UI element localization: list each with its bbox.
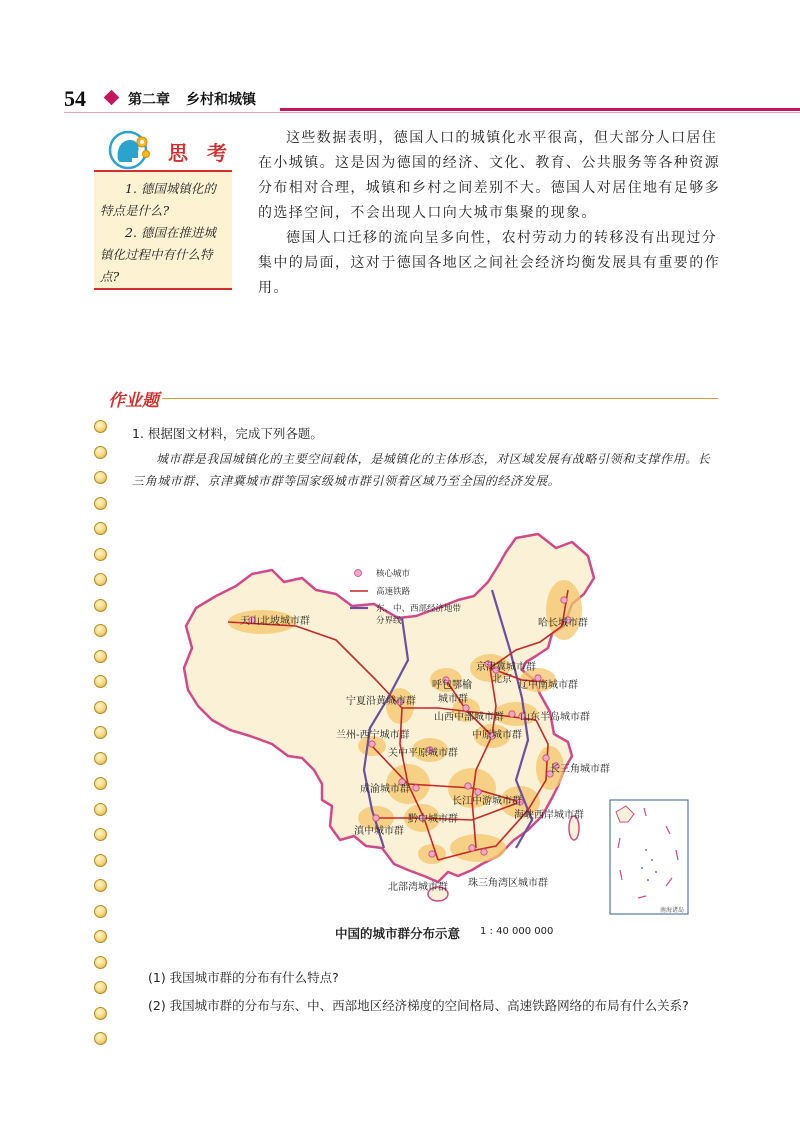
bead-decoration [94, 854, 107, 867]
bead-decoration [94, 956, 107, 969]
bead-decoration [94, 701, 107, 714]
label-zhongyuan: 中原城市群 [472, 730, 522, 741]
bead-decoration [94, 777, 107, 790]
page-number: 54 [64, 86, 86, 111]
think-box [94, 172, 232, 290]
bead-border [94, 420, 108, 1040]
label-chengyu: 成渝城市群 [360, 784, 410, 795]
body-text [258, 126, 720, 301]
label-jingjinji: 京津冀城市群 [476, 662, 536, 673]
label-shanxi: 山西中部城市群 [434, 712, 504, 723]
think-question: 2. 德国在推进城镇化过程中有什么特点? [100, 225, 216, 284]
think-question: 1. 德国城镇化的特点是什么? [100, 181, 216, 218]
header-rule-thin [64, 112, 800, 113]
legend-core-city: 核心城市 [376, 569, 411, 579]
bead-decoration [94, 930, 107, 943]
bead-decoration [94, 803, 107, 816]
bead-decoration [94, 420, 107, 433]
bead-decoration [94, 497, 107, 510]
bead-decoration [94, 828, 107, 841]
bead-decoration [94, 879, 107, 892]
label-ningxia: 宁夏沿黄城市群 [346, 696, 416, 707]
bead-decoration [94, 599, 107, 612]
bead-decoration [94, 752, 107, 765]
china-map [176, 530, 696, 920]
bead-decoration [94, 726, 107, 739]
label-lanzhou: 兰州-西宁城市群 [336, 730, 410, 741]
bead-decoration [94, 573, 107, 586]
body-paragraph: 这些数据表明，德国人口的城镇化水平很高，但大部分人口居住在小城镇。这是因为德国的经济、文化、教育、公共服务等各种资源分布相对合理，城镇和乡村之间差别不大。德国人对居住地有足够多的选择空间，不会出现人口向大城市集聚的现象。 [258, 130, 720, 221]
label-inset: 南海诸岛 [660, 907, 685, 914]
legend-boundary-2: 分界线 [376, 616, 402, 626]
label-changjiang: 长江中游城市群 [452, 796, 522, 807]
label-beibuwan: 北部湾城市群 [388, 882, 448, 893]
label-guanzhong: 关中平原城市群 [388, 748, 458, 759]
legend-boundary: 东、中、西部经济地带 [376, 604, 462, 614]
map-scale: 1 : 40 000 000 [480, 926, 554, 937]
map-graphic [176, 530, 696, 920]
label-shandong: 山东半岛城市群 [520, 712, 590, 723]
label-dianzhong: 滇中城市群 [354, 826, 404, 837]
chapter-label: 第二章 [128, 92, 170, 108]
bead-decoration [94, 981, 107, 994]
bead-decoration [94, 624, 107, 637]
label-liaozhong: 辽中南城市群 [518, 680, 578, 691]
label-hubao-2: 城市群 [438, 694, 468, 705]
think-head-icon [108, 130, 152, 170]
homework-title: 作业题 [108, 391, 159, 411]
bead-decoration [94, 471, 107, 484]
label-hubao-1: 呼包鄂榆 [432, 680, 472, 691]
label-beijing: 北京 [492, 674, 512, 685]
think-label: 思 考 [168, 141, 233, 165]
diamond-icon [104, 90, 120, 106]
material-paragraph: 城市群是我国城镇化的主要空间载体，是城镇化的主体形态，对区域发展有战略引领和支撑作用。长三角城市群、京津冀城市群等国家级城市群引领着区域乃至全国的经济发展。 [132, 452, 711, 488]
sub-question-2: (2) 我国城市群的分布与东、中、西部地区经济梯度的空间格局、高速铁路网络的布局有什么关系? [148, 998, 689, 1013]
bead-decoration [94, 675, 107, 688]
map-caption: 中国的城市群分布示意 [335, 926, 461, 941]
homework-rule [162, 398, 718, 399]
bead-decoration [94, 548, 107, 561]
label-qianzhong: 黔中城市群 [408, 814, 458, 825]
legend-railway: 高速铁路 [376, 587, 411, 597]
bead-decoration [94, 650, 107, 663]
label-changsanjiao: 长三角城市群 [550, 764, 610, 775]
chapter-title: 乡村和城镇 [186, 92, 256, 108]
sub-question-1: (1) 我国城市群的分布有什么特点? [148, 970, 339, 985]
question-1: 1. 根据图文材料，完成下列各题。 [132, 426, 323, 441]
body-paragraph: 德国人口迁移的流向呈多向性，农村劳动力的转移没有出现过分集中的局面，这对于德国各地区之间社会经济均衡发展具有重要的作用。 [258, 230, 720, 296]
bead-decoration [94, 522, 107, 535]
map-legend [350, 570, 368, 609]
label-haixia: 海峡西岸城市群 [514, 810, 584, 821]
bead-decoration [94, 905, 107, 918]
page-header [0, 0, 800, 120]
south-china-sea-inset [610, 800, 688, 914]
label-zhusanjiao: 珠三角湾区城市群 [468, 878, 548, 889]
label-harbin: 哈长城市群 [538, 618, 588, 629]
bead-decoration [94, 1032, 107, 1045]
bead-decoration [94, 446, 107, 459]
header-rule [280, 108, 800, 111]
material-text [132, 448, 722, 492]
bead-decoration [94, 1007, 107, 1020]
label-tianshan: 天山北坡城市群 [240, 616, 310, 627]
